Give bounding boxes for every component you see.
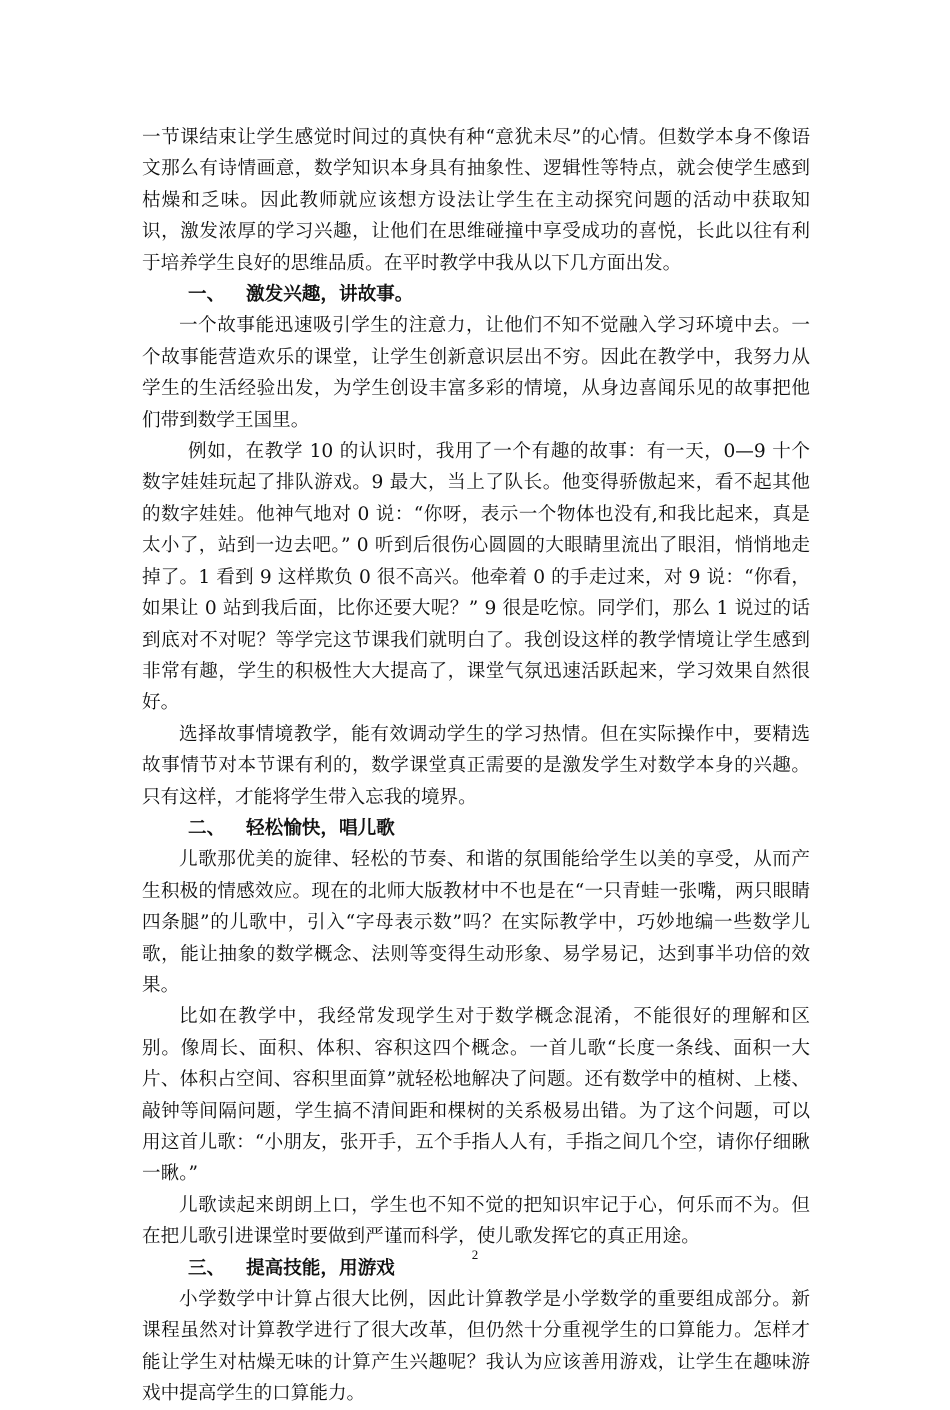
paragraph: 小学数学中计算占很大比例，因此计算教学是小学数学的重要组成部分。新课程虽然对计算教学进行了很大改革，但仍然十分重视学生的口算能力。怎样才能让学生对枯燥无味的计算产生兴趣呢？我认为应该善用游戏，让学生在趣味游戏中提高学生的口算能力。 (142, 1289, 810, 1405)
paragraph: 比如在教学中，我经常发现学生对于数学概念混淆，不能很好的理解和区别。像周长、面积、体积、容积这四个概念。一首儿歌“长度一条线、面积一大片、体积占空间、容积里面算”就轻松地解决了问题。还有数学中的植树、上楼、敲钟等间隔问题，学生搞不清间距和棵树的关系极易出错。为了这个问题，可以用这首儿歌：“小朋友，张开手，五个手指人人有，手指之间几个空，请你仔细瞅一瞅。” (142, 1006, 810, 1185)
paragraph: 儿歌读起来朗朗上口，学生也不知不觉的把知识牢记于心，何乐而不为。但在把儿歌引进课堂时要做到严谨而科学，使儿歌发挥它的真正用途。 (142, 1194, 810, 1248)
section-title: 激发兴趣，讲故事。 (246, 284, 414, 306)
section-heading-2 (142, 813, 810, 844)
paragraph: 一个故事能迅速吸引学生的注意力，让他们不知不觉融入学习环境中去。一个故事能营造欢乐的课堂，让学生创新意识层出不穷。因此在教学中，我努力从学生的生活经验出发，为学生创设丰富多彩的情境，从身边喜闻乐见的故事把他们带到数学王国里。 (142, 315, 810, 431)
document-body (142, 122, 810, 1410)
section-title: 提高技能，用游戏 (246, 1257, 395, 1279)
section-number: 三、 (188, 1257, 226, 1279)
paragraph: 选择故事情境教学，能有效调动学生的学习热情。但在实际操作中，要精选故事情节对本节课有利的，数学课堂真正需要的是激发学生对数学本身的兴趣。只有这样，才能将学生带入忘我的境界。 (142, 723, 810, 808)
paragraph-intro: 一节课结束让学生感觉时间过的真快有种“意犹未尽”的心情。但数学本身不像语文那么有诗情画意，数学知识本身具有抽象性、逻辑性等特点，就会使学生感到枯燥和乏味。因此教师就应该想方设法让学生在主动探究问题的活动中获取知识，激发浓厚的学习兴趣，让他们在思维碰撞中享受成功的喜悦，长此以往有利于培养学生良好的思维品质。在平时教学中我从以下几方面出发。 (142, 127, 810, 274)
section-heading-1 (142, 279, 810, 310)
page-number: 2 (471, 1247, 479, 1262)
section-number: 一、 (188, 284, 226, 306)
section-title: 轻松愉快，唱儿歌 (246, 817, 395, 839)
section-number: 二、 (188, 817, 226, 839)
paragraph: 儿歌那优美的旋律、轻松的节奏、和谐的氛围能给学生以美的享受，从而产生积极的情感效应。现在的北师大版教材中不也是在“一只青蛙一张嘴，两只眼睛四条腿”的儿歌中，引入“字母表示数”吗？在实际教学中，巧妙地编一些数学儿歌，能让抽象的数学概念、法则等变得生动形象、易学易记，达到事半功倍的效果。 (142, 849, 810, 996)
paragraph: 例如，在教学 10 的认识时，我用了一个有趣的故事：有一天，0—9 十个数字娃娃玩起了排队游戏。9 最大，当上了队长。他变得骄傲起来，看不起其他的数字娃娃。他神气地对 0 说：“你呀，表示一个物体也没有,和我比起来，真是太小了，站到一边去吧。” 0 听到后很伤心圆圆的大眼睛里流出了眼泪，悄悄地走掉了。1 看到 9 这样欺负 0 很不高兴。他牵着 0 的手走过来，对 9 说：“你看，如果让 0 站到我后面，比你还要大呢？” 9 很是吃惊。同学们，那么 1 说过的话到底对不对呢？等学完这节课我们就明白了。我创设这样的教学情境让学生感到非常有趣，学生的积极性大大提高了，课堂气氛迅速活跃起来，学习效果自然很好。 (142, 441, 810, 714)
